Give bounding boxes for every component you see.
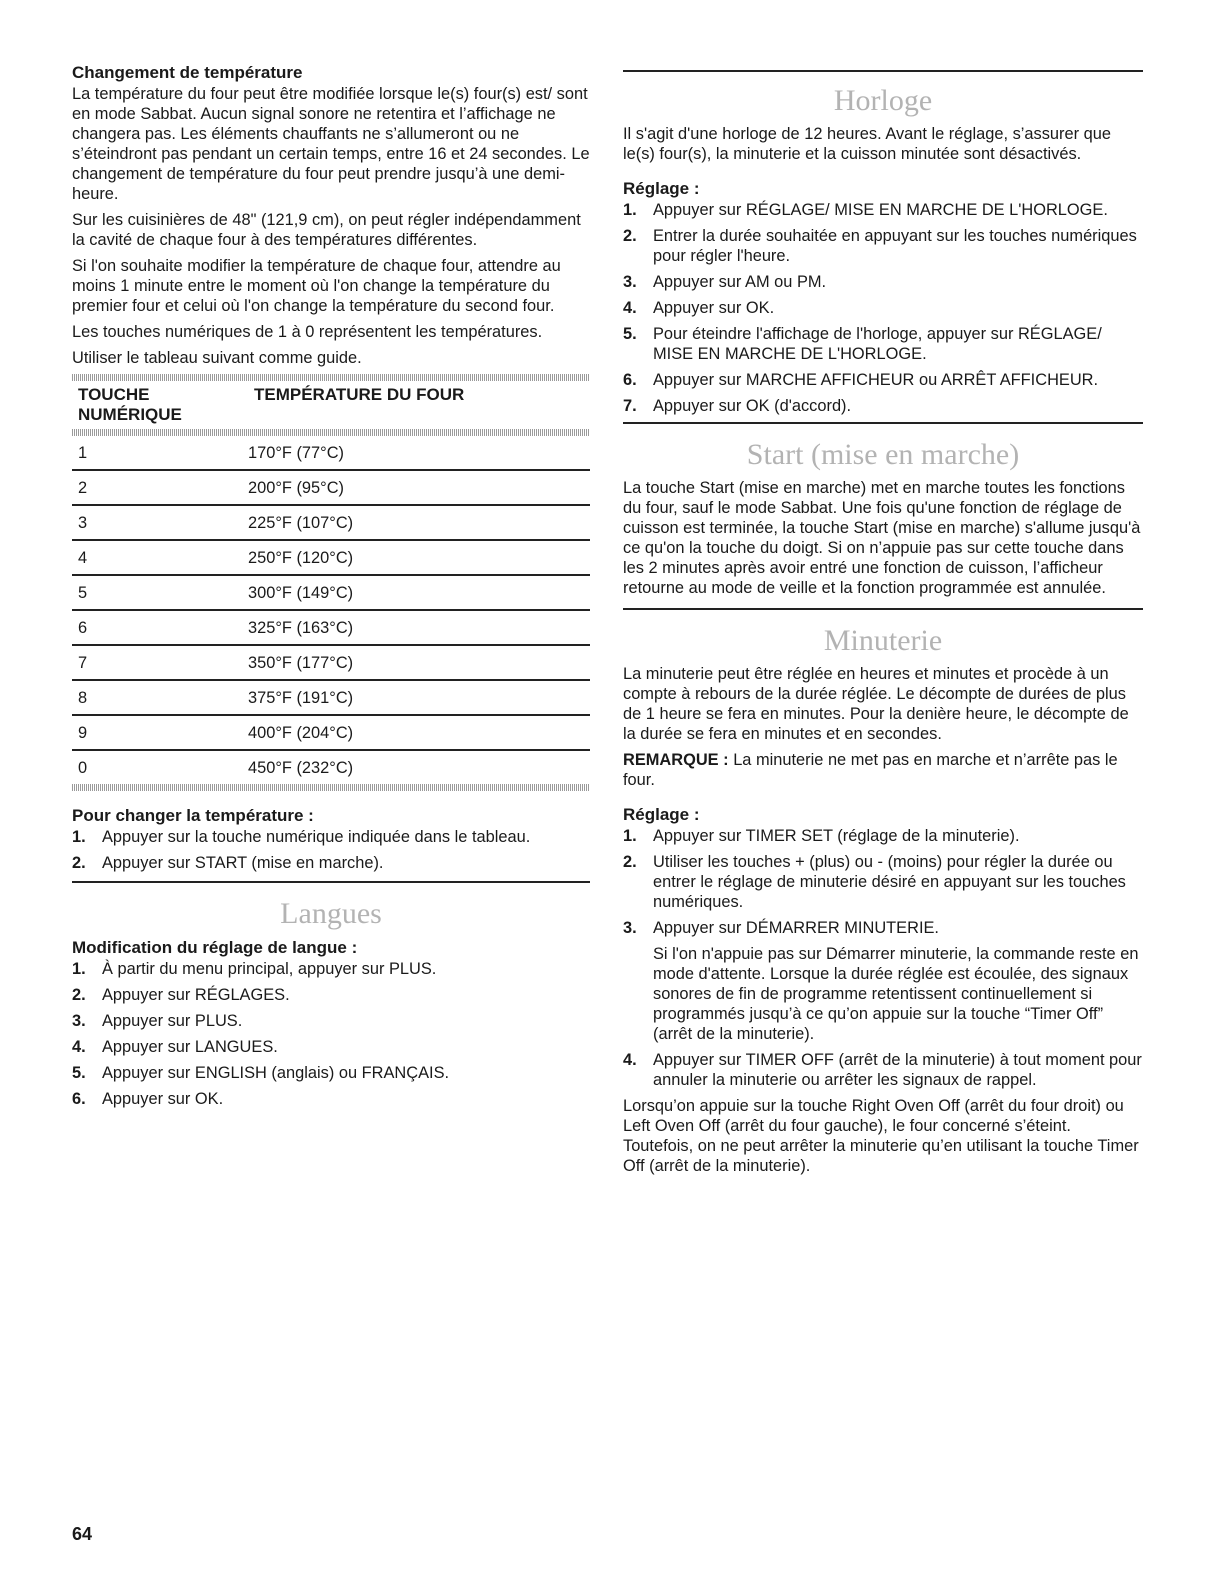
minuterie-title: Minuterie <box>823 624 943 657</box>
table-row <box>72 715 590 750</box>
step-number: 2. <box>72 986 86 1004</box>
table-row <box>72 540 590 575</box>
step-text: Utiliser les touches + (plus) ou - (moins) pour régler la durée ou entrer le réglage de minuterie désiré en appuyant sur les touches numériques. <box>653 853 1126 911</box>
step-number: 5. <box>623 325 637 343</box>
table-row <box>72 436 590 470</box>
step-text: Appuyer sur RÉGLAGE/ MISE EN MARCHE DE L'HORLOGE. <box>653 201 1108 219</box>
list-item <box>623 852 1143 912</box>
step-text: Appuyer sur OK. <box>653 299 775 317</box>
table-cell-key: 3 <box>72 505 248 540</box>
step-text: Appuyer sur RÉGLAGES. <box>102 986 290 1004</box>
step-number: 7. <box>623 397 637 415</box>
list-item <box>72 985 590 1005</box>
step-text: Appuyer sur MARCHE AFFICHEUR ou ARRÊT AFFICHEUR. <box>653 371 1099 389</box>
step-number: 4. <box>623 1051 637 1069</box>
step-number: 1. <box>623 201 637 219</box>
step-number: 3. <box>623 273 637 291</box>
minuterie-intro: La minuterie peut être réglée en heures et minutes et procède à un compte à rebours de la durée réglée. Le décompte de durées de plus de 1 heure se fera en minutes. Pour la denière heure, le décompte de la durée se fera en minutes et en secondes. <box>623 665 1129 743</box>
table-cell-temp: 400°F (204°C) <box>248 715 590 750</box>
step-number: 6. <box>72 1090 86 1108</box>
table-cell-key: 5 <box>72 575 248 610</box>
paragraph: Sur les cuisinières de 48" (121,9 cm), on peut régler indépendamment la cavité de chaque four à des températures différentes. <box>72 211 581 249</box>
table-cell-temp: 200°F (95°C) <box>248 470 590 505</box>
step-text: Appuyer sur TIMER OFF (arrêt de la minuterie) à tout moment pour annuler la minuterie ou arrêter les signaux de rappel. <box>653 1051 1142 1089</box>
table-cell-key: 4 <box>72 540 248 575</box>
left-column <box>72 62 590 1115</box>
minuterie-heading: Réglage : <box>623 805 700 824</box>
step-number: 3. <box>623 919 637 937</box>
list-item <box>623 1050 1143 1090</box>
step-text: Appuyer sur LANGUES. <box>102 1038 278 1056</box>
list-item <box>72 853 590 873</box>
minuterie-steps <box>623 826 1143 1090</box>
temp-change-paragraphs <box>72 84 590 368</box>
list-item <box>623 226 1143 266</box>
table-cell-key: 0 <box>78 758 88 777</box>
list-item <box>623 200 1143 220</box>
step-text: Appuyer sur TIMER SET (réglage de la minuterie). <box>653 827 1020 845</box>
step-number: 2. <box>623 227 637 245</box>
section-divider <box>72 881 590 883</box>
paragraph: Les touches numériques de 1 à 0 représentent les températures. <box>72 323 543 341</box>
start-body: La touche Start (mise en marche) met en marche toutes les fonctions du four, sauf le mode Sabbat. Une fois qu'une fonction de réglage de cuisson est terminée, la touche Start (mise en marche) s'allume jusqu'à ce qu'on la touche du doigt. Si on n’appuie pas sur cette touche dans les 2 minutes après avoir entré une fonction de cuisson, l’afficheur retourne au mode de veille et la fonction programmée est annulée. <box>623 479 1141 597</box>
list-item <box>623 396 1143 416</box>
table-row <box>72 505 590 540</box>
table-row <box>72 645 590 680</box>
horloge-steps <box>623 200 1143 416</box>
list-item <box>623 298 1143 318</box>
list-item <box>72 959 590 979</box>
table-top-border <box>72 374 590 381</box>
right-column <box>623 70 1143 1182</box>
step-number: 2. <box>72 854 86 872</box>
list-item <box>623 272 1143 292</box>
list-item <box>623 826 1143 846</box>
table-cell-key: 6 <box>72 610 248 645</box>
note-text: La minuterie ne met pas en marche et n’arrête pas le four. <box>623 751 1118 789</box>
list-item <box>623 370 1143 390</box>
table-cell-temp: 250°F (120°C) <box>248 540 590 575</box>
table-cell-temp: 300°F (149°C) <box>248 575 590 610</box>
table-cell-key: 1 <box>72 436 248 470</box>
page-number: 64 <box>72 1524 93 1544</box>
table-row <box>72 610 590 645</box>
table-bottom-border <box>72 784 590 791</box>
step-text: Appuyer sur PLUS. <box>102 1012 243 1030</box>
step-number: 1. <box>623 827 637 845</box>
step-number: 3. <box>72 1012 86 1030</box>
step-text: À partir du menu principal, appuyer sur PLUS. <box>102 960 437 978</box>
list-item <box>72 1063 590 1083</box>
horloge-title: Horloge <box>833 84 933 117</box>
step-number: 5. <box>72 1064 86 1082</box>
table-cell-temp: 375°F (191°C) <box>248 680 590 715</box>
table-header-row <box>72 381 590 429</box>
table-cell-key: 2 <box>72 470 248 505</box>
table-cell-temp: 450°F (232°C) <box>248 758 354 777</box>
horloge-intro: Il s'agit d'une horloge de 12 heures. Avant le réglage, s’assurer que le(s) four(s), la minuterie et la cuisson minutée sont désactivés. <box>623 125 1111 163</box>
step-text: Pour éteindre l'affichage de l'horloge, appuyer sur RÉGLAGE/ MISE EN MARCHE DE L'HORLOGE. <box>653 325 1102 363</box>
col-header-key: TOUCHE NUMÉRIQUE <box>78 385 182 424</box>
step-number: 6. <box>623 371 637 389</box>
step-text: Appuyer sur OK (d'accord). <box>653 397 852 415</box>
table-row <box>72 470 590 505</box>
minuterie-outro: Lorsqu’on appuie sur la touche Right Oven Off (arrêt du four droit) ou Left Oven Off (arrêt du four gauche), le four concerné s’éteint. Toutefois, on ne peut arrêter la minuterie qu’en utilisant la touche Timer Off (arrêt de la minuterie). <box>623 1097 1139 1175</box>
paragraph: Si l'on souhaite modifier la température de chaque four, attendre au moins 1 minute entre le moment où l'on change la température du premier four et celui où l'on change la température du second four. <box>72 257 561 315</box>
list-item <box>72 1089 590 1109</box>
temp-change-heading: Changement de température <box>72 63 303 82</box>
step-subtext: Si l'on n'appuie pas sur Démarrer minuterie, la commande reste en mode d'attente. Lorsque la durée réglée est écoulée, des signaux sonores de fin de programme retentissent continuellement si programmés jusqu’à ce qu’on appuie sur la touche “Timer Off” (arrêt de la minuterie). <box>653 945 1139 1043</box>
langues-title: Langues <box>280 897 382 930</box>
table-cell-key: 9 <box>72 715 248 750</box>
table-cell-temp: 170°F (77°C) <box>248 436 590 470</box>
step-text: Appuyer sur ENGLISH (anglais) ou FRANÇAIS. <box>102 1064 450 1082</box>
list-item <box>72 827 590 847</box>
table-row <box>72 750 590 784</box>
section-divider <box>623 422 1143 424</box>
step-text: Appuyer sur START (mise en marche). <box>102 854 384 872</box>
table-cell-key: 8 <box>72 680 248 715</box>
note-label: REMARQUE : <box>623 751 729 769</box>
change-steps-heading: Pour changer la température : <box>72 806 314 825</box>
langues-heading: Modification du réglage de langue : <box>72 938 358 957</box>
section-divider <box>623 70 1143 72</box>
paragraph: La température du four peut être modifiée lorsque le(s) four(s) est/ sont en mode Sabbat. Aucun signal sonore ne retentira et l’affichage ne changera pas. Les éléments chauffants ne s’allumeront ou ne s’éteindront pas pendant un certain temps, entre 16 et 24 secondes. Le changement de température du four peut prendre jusqu’à une demi-heure. <box>72 85 590 203</box>
list-item <box>72 1037 590 1057</box>
table-header-border <box>72 429 590 436</box>
step-number: 1. <box>72 828 86 846</box>
paragraph: Utiliser le tableau suivant comme guide. <box>72 349 362 367</box>
start-title: Start (mise en marche) <box>746 438 1020 471</box>
step-number: 2. <box>623 853 637 871</box>
langues-steps <box>72 959 590 1109</box>
table-cell-temp: 350°F (177°C) <box>248 645 590 680</box>
list-item <box>72 1011 590 1031</box>
step-number: 4. <box>72 1038 86 1056</box>
table-cell-temp: 225°F (107°C) <box>248 505 590 540</box>
table-row <box>72 575 590 610</box>
horloge-heading: Réglage : <box>623 179 700 198</box>
change-steps <box>72 805 590 873</box>
table-row <box>72 680 590 715</box>
step-text: Entrer la durée souhaitée en appuyant sur les touches numériques pour régler l'heure. <box>653 227 1137 265</box>
list-item <box>623 324 1143 364</box>
step-text: Appuyer sur OK. <box>102 1090 224 1108</box>
step-text: Appuyer sur AM ou PM. <box>653 273 827 291</box>
step-text: Appuyer sur la touche numérique indiquée dans le tableau. <box>102 828 531 846</box>
list-item <box>623 918 1143 1044</box>
step-text: Appuyer sur DÉMARRER MINUTERIE. <box>653 919 939 937</box>
col-header-temp: TEMPÉRATURE DU FOUR <box>254 385 465 404</box>
table-cell-temp: 325°F (163°C) <box>248 610 590 645</box>
temperature-table <box>72 374 590 791</box>
table-cell-key: 7 <box>72 645 248 680</box>
minuterie-note <box>623 750 1143 790</box>
section-divider <box>623 608 1143 610</box>
step-number: 4. <box>623 299 637 317</box>
step-number: 1. <box>72 960 86 978</box>
